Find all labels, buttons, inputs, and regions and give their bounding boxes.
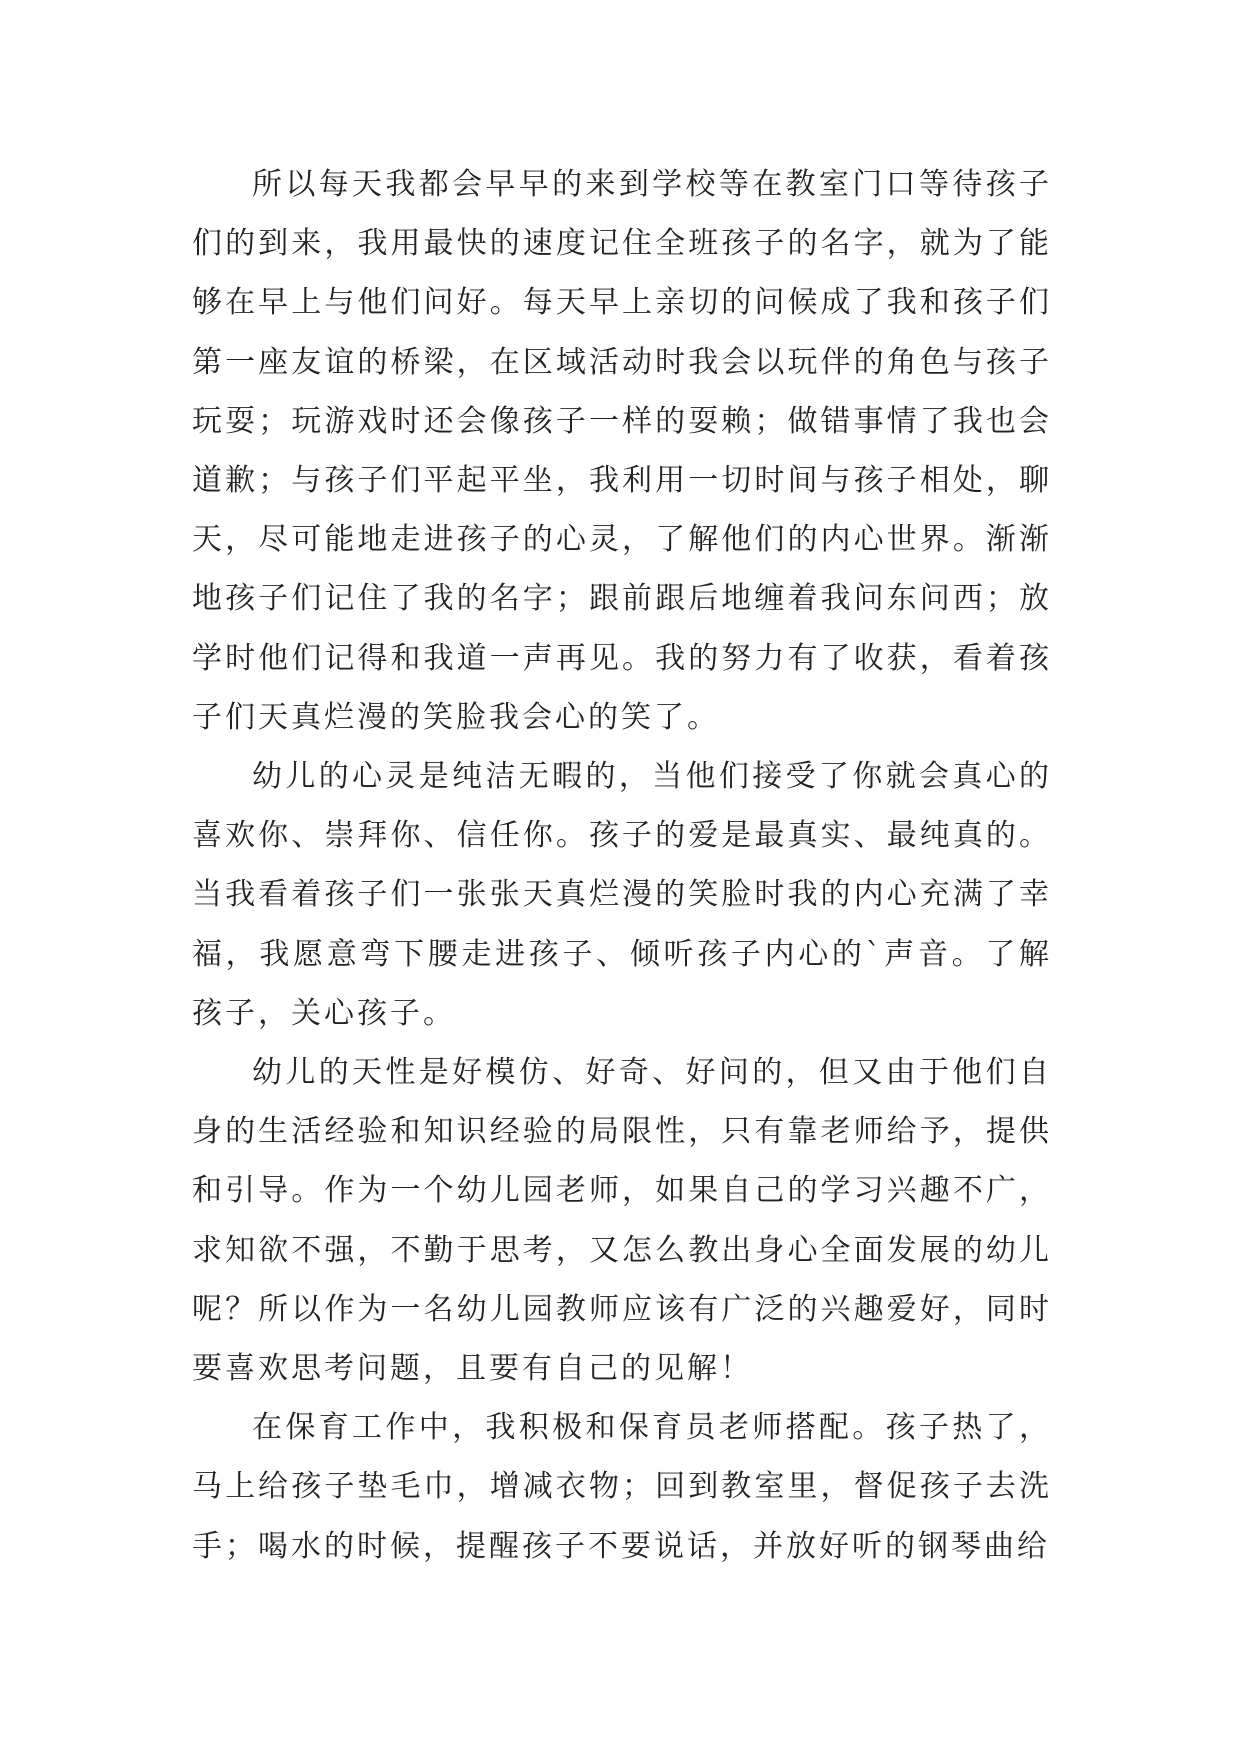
paragraph-4: 在保育工作中，我积极和保育员老师搭配。孩子热了，马上给孩子垫毛巾，增减衣物；回到教室里，督促孩子去洗手；喝水的时候，提醒孩子不要说话，并放好听的钢琴曲给	[192, 1410, 1052, 1564]
body-text	[192, 155, 1052, 1576]
paragraph-1: 所以每天我都会早早的来到学校等在教室门口等待孩子们的到来，我用最快的速度记住全班孩子的名字，就为了能够在早上与他们问好。每天早上亲切的问候成了我和孩子们第一座友谊的桥梁，在区域活动时我会以玩伴的角色与孩子玩耍；玩游戏时还会像孩子一样的耍赖；做错事情了我也会道歉；与孩子们平起平坐，我利用一切时间与孩子相处，聊天，尽可能地走进孩子的心灵，了解他们的内心世界。渐渐地孩子们记住了我的名字；跟前跟后地缠着我问东问西；放学时他们记得和我道一声再见。我的努力有了收获，看着孩子们天真烂漫的笑脸我会心的笑了。	[192, 167, 1052, 735]
paragraph-2: 幼儿的心灵是纯洁无暇的，当他们接受了你就会真心的喜欢你、崇拜你、信任你。孩子的爱是最真实、最纯真的。当我看着孩子们一张张天真烂漫的笑脸时我的内心充满了幸福，我愿意弯下腰走进孩子、倾听孩子内心的`声音。了解孩子，关心孩子。	[192, 759, 1052, 1031]
paragraph-3: 幼儿的天性是好模仿、好奇、好问的，但又由于他们自身的生活经验和知识经验的局限性，只有靠老师给予，提供和引导。作为一个幼儿园老师，如果自己的学习兴趣不广，求知欲不强，不勤于思考，又怎么教出身心全面发展的幼儿呢？所以作为一名幼儿园教师应该有广泛的兴趣爱好，同时要喜欢思考问题，且要有自己的见解！	[192, 1055, 1052, 1387]
